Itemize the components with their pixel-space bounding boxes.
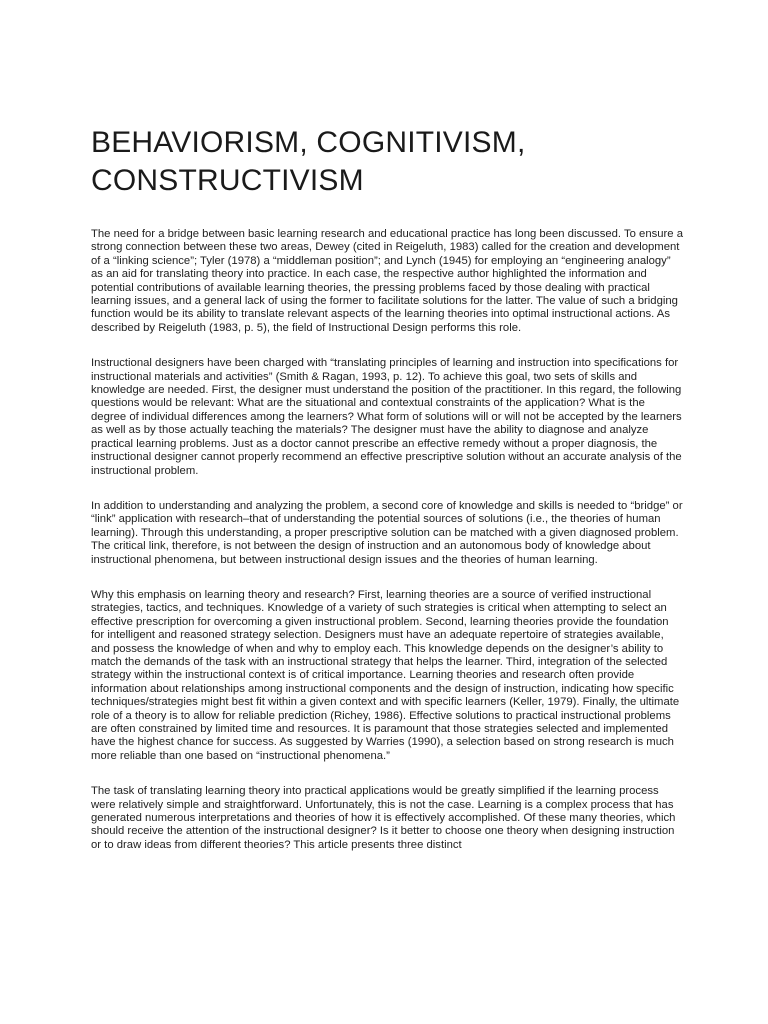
document-title: [91, 124, 683, 200]
document-body: [91, 228, 683, 852]
paragraph-5: The task of translating learning theory into practical applications would be greatly simplified if the learning process were relatively simple and straightforward. Unfortunately, this is not the case. Learning is a complex process that has generated numerous interpretations and theories of how it is effectively accomplished. Of these many theories, which should receive the attention of the instructional designer? Is it better to choose one theory when designing instruction or to draw ideas from different theories? This article presents three distinct: [91, 785, 676, 851]
document-page: [91, 124, 683, 874]
paragraph-3: In addition to understanding and analyzing the problem, a second core of knowledge and skills is needed to “bridge” or “link” application with research–that of understanding the potential sources of solutions (i.e., the theories of human learning). Through this understanding, a proper prescriptive solution can be matched with a given diagnosed problem. The critical link, therefore, is not between the design of instruction and an autonomous body of knowledge about instructional phenomena, but between instructional design issues and the theories of human learning.: [91, 499, 683, 566]
title-line-2: CONSTRUCTIVISM: [91, 164, 364, 197]
paragraph-2: Instructional designers have been charged with “translating principles of learning and instruction into specifications for instructional materials and activities” (Smith & Ragan, 1993, p. 12). To achieve this goal, two sets of skills and knowledge are needed. First, the designer must understand the position of the practitioner. In this regard, the following questions would be relevant: What are the situational and contextual constraints of the application? What is the degree of individual differences among the learners? What form of solutions will or will not be accepted by the learners as well as by those actually teaching the materials? The designer must have the ability to diagnose and analyze practical learning problems. Just as a doctor cannot prescribe an effective remedy without a proper diagnosis, the instructional designer cannot properly recommend an effective prescriptive solution without an accurate analysis of the instructional problem.: [91, 357, 682, 477]
paragraph-1: The need for a bridge between basic learning research and educational practice has long been discussed. To ensure a strong connection between these two areas, Dewey (cited in Reigeluth, 1983) called for the creation and development of a “linking science”; Tyler (1978) a “middleman position”; and Lynch (1945) for employing an “engineering analogy” as an aid for translating theory into practice. In each case, the respective author highlighted the information and potential contributions of available learning theories, the pressing problems faced by those dealing with practical learning issues, and a general lack of using the former to facilitate solutions for the latter. The value of such a bridging function would be its ability to translate relevant aspects of the learning theories into optimal instructional actions. As described by Reigeluth (1983, p. 5), the field of Instructional Design performs this role.: [91, 228, 684, 334]
paragraph-4: Why this emphasis on learning theory and research? First, learning theories are a source of verified instructional strategies, tactics, and techniques. Knowledge of a variety of such strategies is critical when attempting to select an effective prescription for overcoming a given instructional problem. Second, learning theories provide the foundation for intelligent and reasoned strategy selection. Designers must have an adequate repertoire of strategies available, and possess the knowledge of when and why to employ each. This knowledge depends on the designer’s ability to match the demands of the task with an instructional strategy that helps the learner. Third, integration of the selected strategy within the instructional context is of critical importance. Learning theories and research often provide information about relationships among instructional components and the design of instruction, indicating how specific techniques/strategies might best fit within a given context and with specific learners (Keller, 1979). Finally, the ultimate role of a theory is to allow for reliable prediction (Richey, 1986). Effective solutions to practical instructional problems are often constrained by limited time and resources. It is paramount that those strategies selected and implemented have the highest chance for success. As suggested by Warries (1990), a selection based on strong research is much more reliable than one based on “instructional phenomena.”: [91, 588, 680, 762]
title-line-1: BEHAVIORISM, COGNITIVISM,: [91, 126, 526, 159]
